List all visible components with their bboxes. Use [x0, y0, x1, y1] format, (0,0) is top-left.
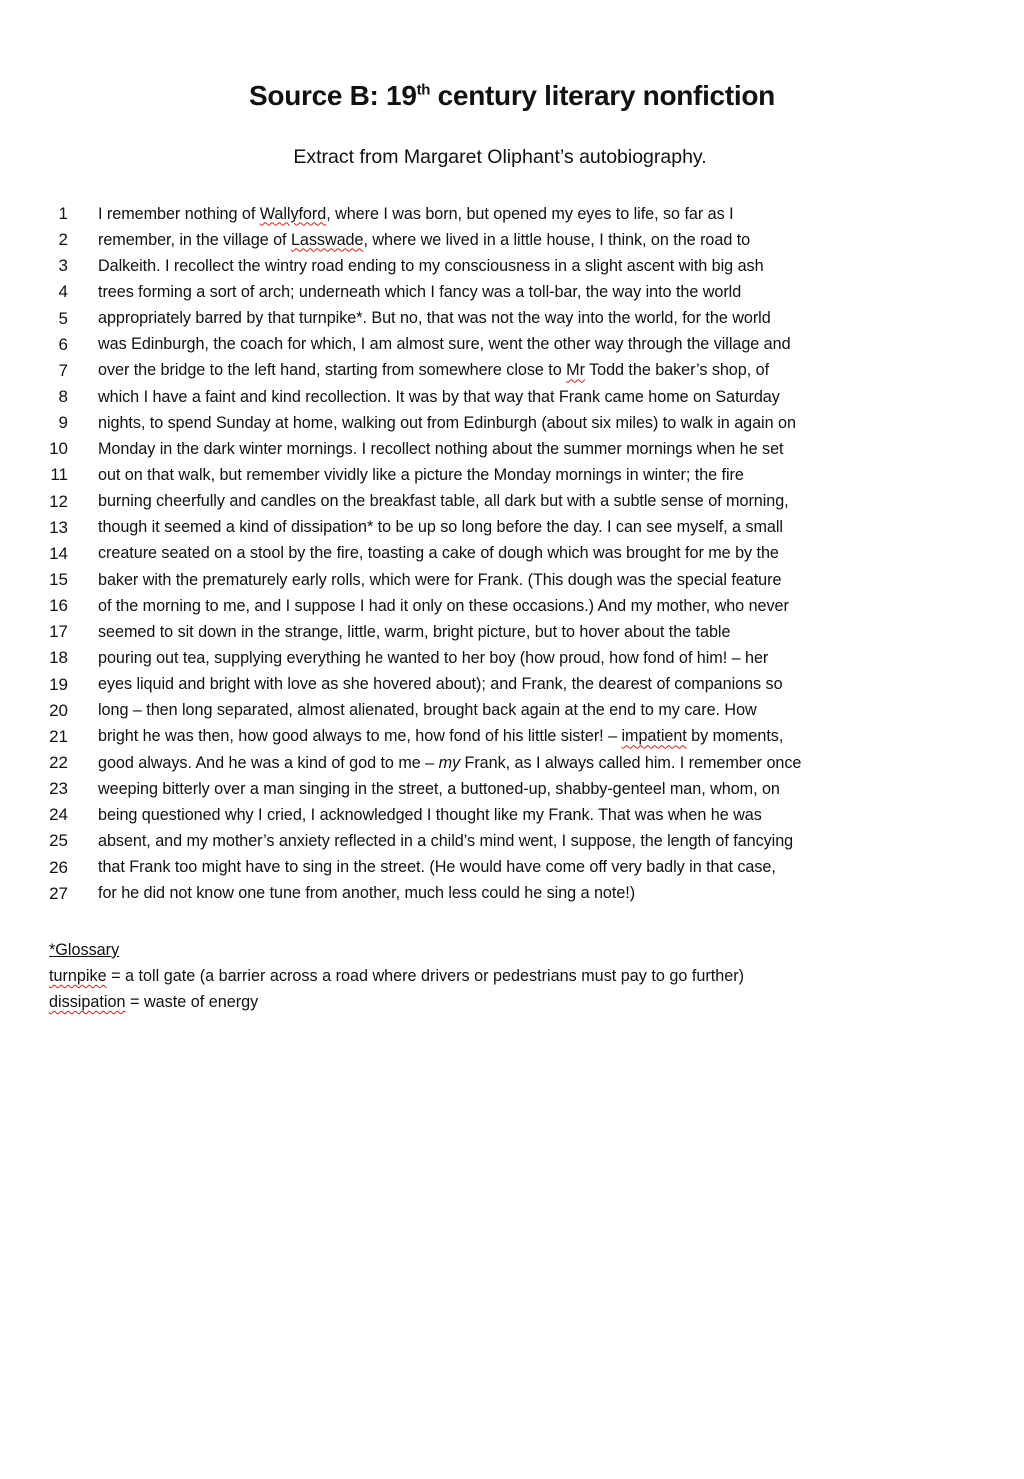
text-segment: my — [438, 753, 461, 772]
line-number: 27 — [49, 883, 68, 903]
text-segment: appropriately barred by that turnpike*. But no, that was not the way into the world, for the world — [98, 309, 771, 328]
text-segment: over the bridge to the left hand, starting from somewhere close to — [98, 361, 567, 380]
page-subtitle: Extract from Margaret Oliphant’s autobiography. — [293, 146, 707, 168]
line-number: 12 — [49, 491, 68, 511]
line-text — [98, 309, 771, 328]
title-text: Source B: 19 — [249, 80, 417, 111]
line-number: 10 — [49, 439, 68, 459]
text-line — [36, 462, 996, 488]
text-line — [36, 672, 996, 698]
text-segment: baker with the prematurely early rolls, which were for Frank. (This dough was the special feature — [98, 570, 782, 589]
text-line — [36, 384, 996, 410]
line-number: 1 — [58, 204, 68, 224]
line-number: 18 — [49, 648, 68, 668]
text-segment: being questioned why I cried, I acknowledged I thought like my Frank. That was when he was — [98, 805, 762, 824]
line-text — [98, 571, 781, 590]
line-number: 22 — [49, 753, 68, 773]
text-segment: though it seemed a kind of dissipation* to be up so long before the day. I can see myself, a small — [98, 518, 783, 537]
line-number: 25 — [49, 831, 68, 851]
text-line — [36, 776, 996, 802]
line-text — [98, 205, 734, 224]
line-number: 17 — [49, 622, 68, 642]
line-text — [98, 518, 783, 537]
line-text — [98, 649, 768, 668]
line-number: 5 — [58, 308, 68, 328]
line-number: 20 — [49, 700, 68, 720]
text-segment: trees forming a sort of arch; underneath which I fancy was a toll-bar, the way into the world — [98, 282, 742, 301]
line-text — [98, 884, 635, 903]
text-line — [36, 541, 996, 567]
text-segment: out on that walk, but remember vividly like a picture the Monday mornings in winter; the fire — [98, 465, 744, 484]
text-line — [36, 253, 996, 279]
line-number: 26 — [49, 857, 68, 877]
glossary-term: dissipation — [49, 993, 126, 1011]
numbered-extract — [36, 201, 996, 907]
text-segment: Dalkeith. I recollect the wintry road ending to my consciousness in a slight ascent with big ash — [98, 256, 764, 275]
line-text — [98, 283, 741, 302]
text-line — [36, 227, 996, 253]
line-number: 11 — [50, 465, 68, 485]
text-line — [36, 645, 996, 671]
text-line — [36, 436, 996, 462]
text-segment: that Frank too might have to sing in the street. (He would have come off very badly in that case, — [98, 858, 776, 877]
text-line — [36, 515, 996, 541]
text-segment: I remember nothing of — [98, 204, 260, 223]
line-number: 24 — [49, 805, 68, 825]
text-line — [36, 201, 996, 227]
flagged-word: Wallyford — [259, 204, 327, 223]
flagged-word: Lasswade — [290, 230, 364, 249]
line-text — [98, 231, 750, 250]
line-number: 13 — [49, 517, 68, 537]
text-line — [36, 410, 996, 436]
line-text — [98, 544, 779, 563]
text-segment: good always. And he was a kind of god to me – — [98, 753, 439, 772]
line-text — [98, 623, 730, 642]
line-text — [98, 597, 789, 616]
text-line — [36, 619, 996, 645]
line-number: 15 — [49, 570, 68, 590]
glossary-entry — [49, 963, 744, 989]
flagged-word: impatient — [621, 727, 687, 746]
text-segment: by moments, — [686, 727, 784, 746]
page-title — [0, 80, 1024, 112]
line-number: 16 — [49, 596, 68, 616]
text-line — [36, 593, 996, 619]
line-text — [98, 440, 783, 459]
line-text — [98, 335, 791, 354]
text-line — [36, 881, 996, 907]
line-number: 3 — [58, 256, 68, 276]
text-segment: was Edinburgh, the coach for which, I am almost sure, went the other way through the village and — [98, 335, 791, 354]
text-line — [36, 698, 996, 724]
text-segment: Monday in the dark winter mornings. I recollect nothing about the summer mornings when he set — [98, 439, 784, 458]
line-number: 6 — [58, 334, 68, 354]
glossary-definition: = a toll gate (a barrier across a road where drivers or pedestrians must pay to go further) — [106, 967, 745, 985]
text-line — [36, 279, 996, 305]
line-number: 21 — [49, 726, 68, 746]
line-text — [98, 727, 783, 746]
text-line — [36, 567, 996, 593]
line-number: 14 — [49, 543, 68, 563]
text-segment: of the morning to me, and I suppose I had it only on these occasions.) And my mother, who never — [98, 596, 789, 615]
text-segment: burning cheerfully and candles on the breakfast table, all dark but with a subtle sense of morning, — [98, 492, 789, 511]
line-number: 7 — [58, 360, 68, 380]
line-number: 2 — [58, 230, 68, 250]
text-segment: for he did not know one tune from another, much less could he sing a note!) — [98, 884, 636, 903]
line-text — [98, 361, 769, 380]
line-text — [98, 675, 783, 694]
glossary-term: turnpike — [49, 967, 107, 985]
text-segment: creature seated on a stool by the fire, toasting a cake of dough which was brought for me by the — [98, 544, 779, 563]
text-segment: Todd the baker’s shop, of — [584, 361, 770, 380]
text-segment: eyes liquid and bright with love as she hovered about); and Frank, the dearest of companions so — [98, 675, 783, 694]
text-segment: , where we lived in a little house, I think, on the road to — [363, 230, 751, 249]
line-text — [98, 780, 780, 799]
title-text-end: century literary nonfiction — [430, 80, 775, 111]
line-text — [98, 388, 780, 407]
text-line — [36, 855, 996, 881]
title-superscript: th — [416, 81, 431, 99]
text-line — [36, 802, 996, 828]
text-line — [36, 724, 996, 750]
line-text — [98, 257, 764, 276]
line-text — [98, 701, 757, 720]
line-text — [98, 466, 744, 485]
line-number: 23 — [49, 779, 68, 799]
text-line — [36, 358, 996, 384]
text-line — [36, 332, 996, 358]
line-number: 9 — [58, 413, 68, 433]
glossary-entry — [49, 989, 744, 1015]
text-segment: remember, in the village of — [98, 230, 291, 249]
text-segment: , where I was born, but opened my eyes to life, so far as I — [326, 204, 734, 223]
line-text — [98, 832, 793, 851]
text-segment: absent, and my mother’s anxiety reflected in a child’s mind went, I suppose, the length of fancying — [98, 831, 794, 850]
line-text — [98, 806, 762, 825]
line-text — [98, 858, 776, 877]
text-line — [36, 750, 996, 776]
line-number: 19 — [49, 674, 68, 694]
flagged-word: Mr — [566, 361, 585, 380]
line-text — [98, 414, 796, 433]
glossary — [49, 937, 744, 1015]
line-text — [98, 492, 789, 511]
glossary-heading: *Glossary — [49, 941, 120, 959]
glossary-definition: = waste of energy — [125, 993, 259, 1011]
text-segment: which I have a faint and kind recollection. It was by that way that Frank came home on Saturday — [98, 387, 780, 406]
line-number: 4 — [58, 282, 68, 302]
text-segment: bright he was then, how good always to me, how fond of his little sister! – — [98, 727, 622, 746]
text-line — [36, 828, 996, 854]
text-line — [36, 306, 996, 332]
text-segment: Frank, as I always called him. I remember once — [460, 753, 802, 772]
text-segment: seemed to sit down in the strange, little, warm, bright picture, but to hover about the table — [98, 622, 731, 641]
line-number: 8 — [58, 387, 68, 407]
text-segment: pouring out tea, supplying everything he wanted to her boy (how proud, how fond of him! – her — [98, 648, 769, 667]
line-text — [98, 754, 801, 773]
text-segment: nights, to spend Sunday at home, walking out from Edinburgh (about six miles) to walk in again on — [98, 413, 796, 432]
text-line — [36, 489, 996, 515]
text-segment: weeping bitterly over a man singing in the street, a buttoned-up, shabby-genteel man, whom, on — [98, 779, 780, 798]
text-segment: long – then long separated, almost alienated, brought back again at the end to my care. How — [98, 701, 757, 720]
